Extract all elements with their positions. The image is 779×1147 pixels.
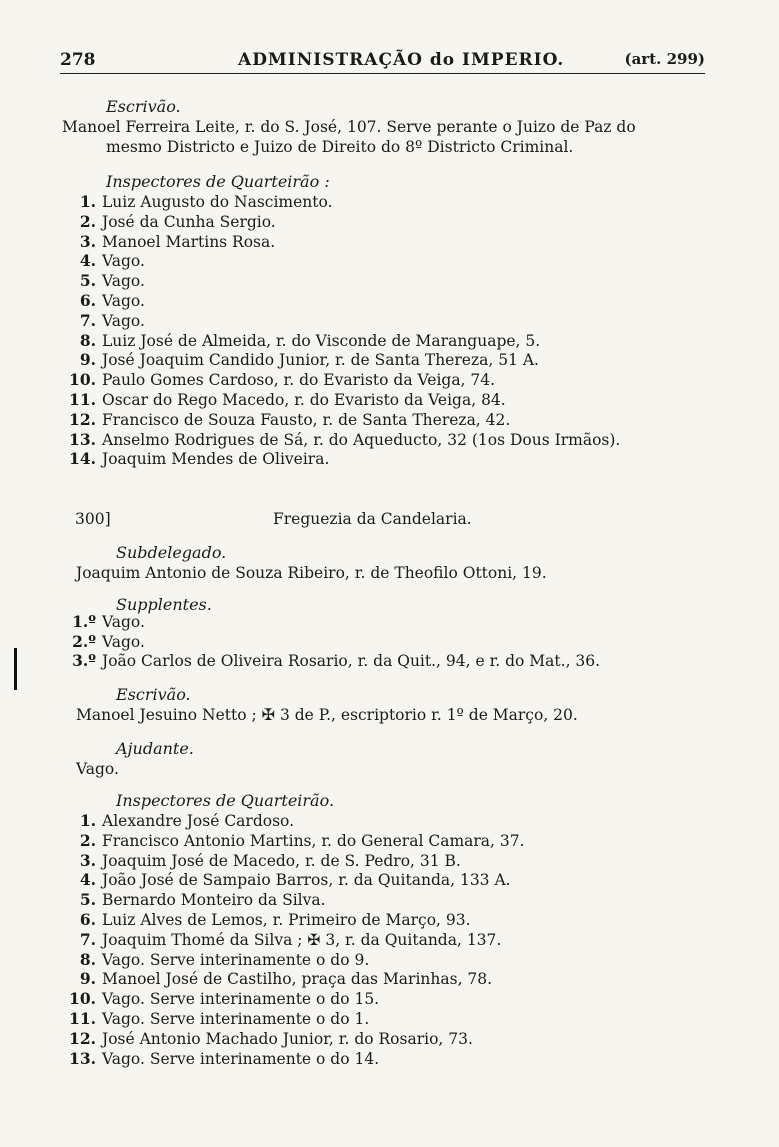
item-number: 3. bbox=[79, 850, 96, 870]
inspector-prev-row bbox=[62, 232, 275, 252]
item-text: Vago. Serve interinamente o do 9. bbox=[102, 950, 370, 969]
supplente-row bbox=[62, 612, 145, 632]
inspector-row bbox=[62, 989, 379, 1009]
item-number: 13. bbox=[69, 1048, 96, 1068]
item-number: 1. bbox=[79, 192, 96, 211]
item-number: 6. bbox=[79, 910, 96, 929]
subdelegado-label: Subdelegado. bbox=[116, 543, 227, 562]
item-text: Vago. bbox=[102, 311, 145, 330]
inspector-prev-row bbox=[62, 449, 329, 469]
item-text: Alexandre José Cardoso. bbox=[102, 812, 295, 830]
item-text: João Carlos de Oliveira Rosario, r. da Quit., 94, e r. do Mat., 36. bbox=[102, 652, 601, 670]
item-number: 11. bbox=[69, 1009, 96, 1028]
section-title: Freguezia da Candelaria. bbox=[273, 510, 472, 528]
escrivao-text bbox=[76, 705, 578, 725]
item-text: Paulo Gomes Cardoso, r. do Evaristo da Veiga, 74. bbox=[102, 371, 496, 390]
margin-mark bbox=[14, 648, 17, 690]
article-reference: (art. 299) bbox=[624, 50, 705, 68]
inspector-row bbox=[62, 1029, 473, 1049]
item-text: Manoel José de Castilho, praça das Marinhas, 78. bbox=[102, 970, 493, 989]
item-text: José da Cunha Sergio. bbox=[102, 212, 276, 231]
escrivao-prev-line1: Manoel Ferreira Leite, r. do S. José, 107. Serve perante o Juizo de Paz do bbox=[62, 118, 636, 136]
item-text: Vago. bbox=[102, 292, 145, 310]
item-text: Vago. Serve interinamente o do 15. bbox=[102, 990, 380, 1009]
item-number: 10. bbox=[69, 370, 96, 390]
escrivao-prev-label: Escrivão. bbox=[106, 97, 181, 116]
item-number: 3.º bbox=[72, 651, 96, 670]
inspector-row bbox=[62, 969, 492, 989]
item-number: 8. bbox=[79, 949, 96, 969]
inspector-row bbox=[62, 1049, 379, 1069]
item-text: Vago. bbox=[102, 252, 145, 271]
inspector-prev-row bbox=[62, 430, 620, 450]
item-number: 13. bbox=[69, 429, 96, 449]
inspector-row bbox=[62, 930, 501, 950]
item-number: 6. bbox=[79, 291, 96, 310]
item-text: Oscar do Rego Macedo, r. do Evaristo da Veiga, 84. bbox=[102, 391, 506, 409]
inspector-row bbox=[62, 950, 369, 970]
item-number: 1. bbox=[79, 811, 96, 830]
item-number: 2. bbox=[79, 211, 96, 231]
inspector-row bbox=[62, 910, 471, 930]
item-text: Vago. bbox=[102, 272, 145, 291]
supplentes-label: Supplentes. bbox=[116, 595, 212, 614]
inspector-row bbox=[62, 890, 326, 910]
item-text: Luiz Augusto do Nascimento. bbox=[102, 193, 333, 211]
item-text: Francisco Antonio Martins, r. do General Camara, 37. bbox=[102, 831, 525, 850]
inspector-row bbox=[62, 831, 525, 851]
item-number: 7. bbox=[79, 310, 96, 330]
item-number: 8. bbox=[79, 330, 96, 350]
inspector-prev-row bbox=[62, 271, 145, 291]
page-number: 278 bbox=[60, 50, 96, 70]
item-number: 12. bbox=[69, 1028, 96, 1048]
item-number: 1.º bbox=[72, 612, 96, 631]
item-number: 9. bbox=[79, 969, 96, 989]
supplente-row bbox=[62, 632, 145, 652]
item-text: Joaquim Thomé da Silva ; ✠ 3, r. da Quitanda, 137. bbox=[102, 930, 502, 949]
header-rule bbox=[60, 73, 705, 74]
ajudante-label: Ajudante. bbox=[116, 739, 194, 758]
item-text: João José de Sampaio Barros, r. da Quitanda, 133 A. bbox=[102, 871, 511, 890]
inspector-row bbox=[62, 851, 461, 871]
item-text: Vago. Serve interinamente o do 14. bbox=[102, 1049, 380, 1068]
item-text: Vago. bbox=[102, 632, 145, 651]
item-text: Manoel Martins Rosa. bbox=[102, 232, 276, 251]
item-number: 10. bbox=[69, 989, 96, 1009]
inspector-prev-row bbox=[62, 311, 145, 331]
inspector-prev-row bbox=[62, 350, 539, 370]
subdelegado-text: Joaquim Antonio de Souza Ribeiro, r. de Theofilo Ottoni, 19. bbox=[76, 564, 547, 582]
item-number: 5. bbox=[79, 271, 96, 291]
inspector-prev-row bbox=[62, 192, 333, 212]
inspector-prev-row bbox=[62, 291, 145, 311]
item-text: Luiz José de Almeida, r. do Visconde de Maranguape, 5. bbox=[102, 331, 541, 350]
inspectores-prev-label: Inspectores de Quarteirão : bbox=[106, 172, 330, 191]
item-number: 4. bbox=[79, 870, 96, 890]
escrivao-prev-line2: mesmo Districto e Juizo de Direito do 8º Districto Criminal. bbox=[106, 138, 574, 156]
item-text: Francisco de Souza Fausto, r. de Santa Thereza, 42. bbox=[102, 410, 511, 429]
escrivao-label: Escrivão. bbox=[116, 685, 191, 704]
item-number: 12. bbox=[69, 409, 96, 429]
item-number: 11. bbox=[69, 390, 96, 409]
item-number: 2. bbox=[79, 830, 96, 850]
inspector-prev-row bbox=[62, 331, 540, 351]
item-text: Joaquim Mendes de Oliveira. bbox=[102, 450, 330, 469]
ajudante-text: Vago. bbox=[76, 760, 119, 778]
item-number: 9. bbox=[79, 350, 96, 370]
item-text: Luiz Alves de Lemos, r. Primeiro de Março, 93. bbox=[102, 911, 471, 929]
running-title: ADMINISTRAÇÃO do IMPERIO. bbox=[238, 50, 565, 70]
item-number: 5. bbox=[79, 890, 96, 910]
item-number: 3. bbox=[79, 231, 96, 251]
inspector-row bbox=[62, 1009, 369, 1029]
item-text: Joaquim José de Macedo, r. de S. Pedro, 31 B. bbox=[102, 851, 461, 870]
supplente-row bbox=[62, 651, 600, 671]
item-text: Vago. Serve interinamente o do 1. bbox=[102, 1010, 370, 1028]
item-number: 7. bbox=[79, 929, 96, 949]
section-number: 300] bbox=[75, 510, 111, 528]
inspector-prev-row bbox=[62, 212, 276, 232]
escrivao-rest: 3 de P., escriptorio r. 1º de Março, 20. bbox=[279, 706, 578, 724]
inspectores-label: Inspectores de Quarteirão. bbox=[116, 791, 335, 810]
item-text: José Joaquim Candido Junior, r. de Santa Thereza, 51 A. bbox=[102, 351, 539, 370]
item-text: Bernardo Monteiro da Silva. bbox=[102, 891, 326, 910]
inspector-prev-row bbox=[62, 390, 506, 410]
item-text: Vago. bbox=[102, 613, 145, 631]
item-number: 4. bbox=[79, 251, 96, 271]
item-number: 2.º bbox=[72, 631, 96, 651]
cross-icon: ✠ bbox=[261, 705, 276, 724]
inspector-prev-row bbox=[62, 410, 510, 430]
item-number: 14. bbox=[69, 449, 96, 469]
inspector-prev-row bbox=[62, 251, 145, 271]
item-text: Anselmo Rodrigues de Sá, r. do Aqueducto, 32 (1os Dous Irmãos). bbox=[102, 430, 621, 449]
escrivao-name: Manoel Jesuino Netto ; bbox=[76, 706, 257, 724]
inspector-prev-row bbox=[62, 370, 495, 390]
inspector-row bbox=[62, 811, 294, 831]
inspector-row bbox=[62, 870, 511, 890]
item-text: José Antonio Machado Junior, r. do Rosario, 73. bbox=[102, 1029, 473, 1048]
